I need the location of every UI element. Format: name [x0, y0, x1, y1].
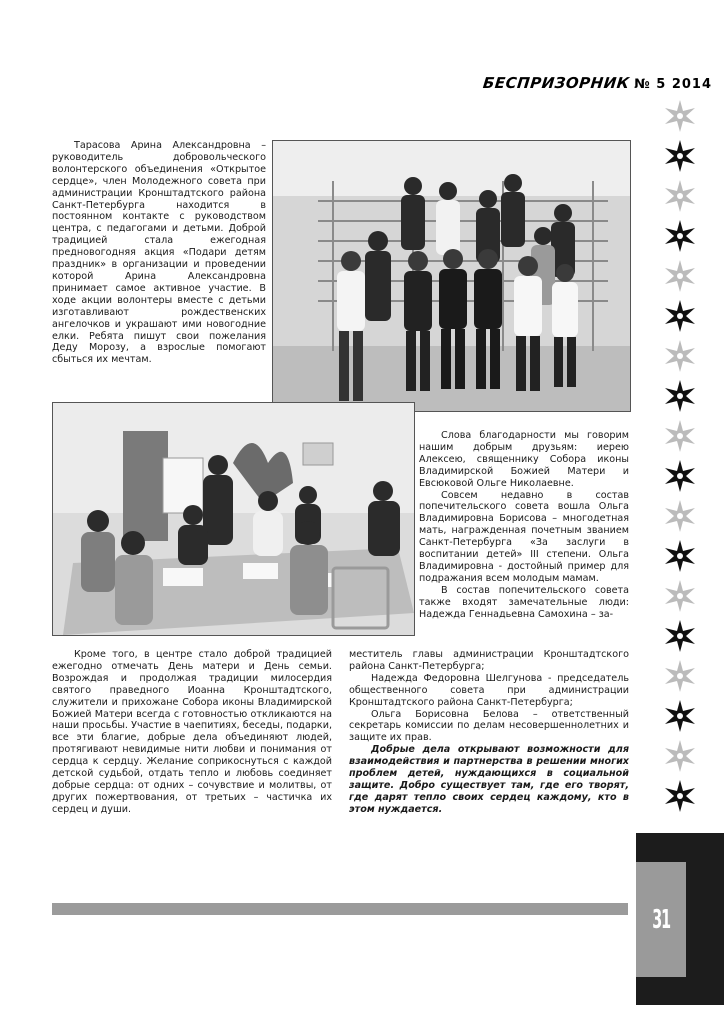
star-icon	[665, 300, 695, 332]
photo-children-crafts	[52, 402, 415, 636]
article-column-top-left	[52, 140, 266, 366]
star-icon	[665, 380, 695, 412]
article-column-middle-right	[419, 430, 629, 621]
star-icon	[665, 100, 695, 132]
page-tab-inner	[636, 862, 686, 977]
star-icon	[665, 780, 695, 812]
paragraph: Слова благодарности мы говорим нашим добрым друзьям: иерею Алексею, священнику Собора иконы Владимирской Божией Матери и Евсюковой Ольге Николаевне.	[419, 430, 629, 489]
magazine-header	[483, 74, 712, 92]
closing-statement: Добрые дела открывают возможности для взаимодействия и партнерства в решении многих проблем детей, нуждающихся в социальной защите. Добро существует там, где его творят, где дарят тепло своих сердец каждому, кто в этом нуждается.	[349, 744, 629, 815]
magazine-title: БЕСПРИЗОРНИК	[481, 74, 631, 92]
star-icon	[665, 140, 695, 172]
paragraph: Ольга Борисовна Белова – ответственный секретарь комиссии по делам несовершеннолетних и защите их прав.	[349, 708, 629, 744]
paragraph: Надежда Федоровна Шелгунова - председатель общественного совета при администрации Кронштадтского района Санкт-Петербурга;	[349, 672, 629, 708]
star-icon	[665, 260, 695, 292]
photo-children-gym-image	[273, 141, 630, 411]
footer-bar	[52, 903, 628, 915]
star-icon	[665, 180, 695, 212]
decorative-stars	[664, 100, 696, 824]
star-icon	[665, 460, 695, 492]
paragraph: Тарасова Арина Александровна – руководитель добровольческого волонтерского объединения «Открытое сердце», член Молодежного совета при администрации Кронштадтского района Санкт-Петербурга находится в постоянном контакте с руководством центра, с педагогами и детьми. Доброй традицией стала ежегодная предновогодняя акция «Подари детям праздник» в организации и проведении которой Арина Александровна принимает самое активное участие. В ходе акции волонтеры вместе с детьми изготавливают рождественских ангелочков и украшают ими новогодние елки. Ребята пишут свои пожелания Деду Морозу, а взрослые помогают сбыться их мечтам.	[52, 140, 266, 366]
article-column-bottom-right	[349, 649, 629, 816]
star-ornaments	[664, 100, 696, 820]
star-icon	[665, 340, 695, 372]
star-icon	[665, 500, 695, 532]
issue-number: № 5 2014	[634, 77, 712, 92]
star-icon	[665, 540, 695, 572]
paragraph: Кроме того, в центре стало доброй традицией ежегодно отмечать День матери и День семьи. Возрождая и продолжая традиции милосердия святого праведного Иоанна Кронштадтского, служители и прихожане Собора иконы Владимирской Божией Матери всегда с готовностью откликаются на наши просьбы. Участие в чаепитиях, беседы, подарки, все эти благие, добрые дела объединяют людей, протягивают невидимые нити любви и понимания от сердца к сердцу. Желание соприкоснуться с каждой детской судьбой, отдать тепло и любовь соединяет добрые сердца: от одних – сочувствие и молитвы, от других пожертвования, от третьих – частичка их сердец и души.	[52, 649, 332, 815]
article-column-bottom-left	[52, 649, 332, 816]
star-icon	[665, 220, 695, 252]
star-icon	[665, 620, 695, 652]
star-icon	[665, 700, 695, 732]
paragraph: меститель главы администрации Кронштадтского района Санкт-Петербурга;	[349, 649, 629, 672]
page-number: 31	[652, 904, 670, 935]
photo-children-gym	[272, 140, 631, 412]
star-icon	[665, 420, 695, 452]
star-icon	[665, 740, 695, 772]
star-icon	[665, 580, 695, 612]
star-icon	[665, 660, 695, 692]
paragraph: В состав попечительского совета также входят замечательные люди: Надежда Геннадьевна Самохина – за-	[419, 584, 629, 620]
paragraph: Совсем недавно в состав попечительского совета вошла Ольга Владимировна Борисова – многодетная мать, награжденная почетным званием Санкт-Петербурга «За заслуги в воспитании детей» III степени. Ольга Владимировна - достойный пример для подражания всем молодым мамам.	[419, 489, 629, 584]
photo-children-crafts-image	[53, 403, 414, 635]
page-tab	[636, 833, 724, 1005]
